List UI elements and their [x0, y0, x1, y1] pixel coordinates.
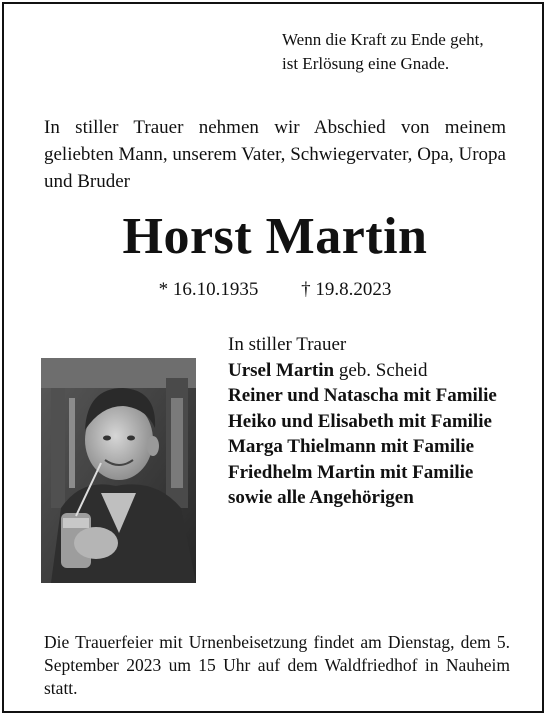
mourner-relatives: sowie alle Angehörigen: [228, 487, 414, 508]
mourner-family: Reiner und Natascha mit Familie: [228, 385, 497, 406]
mourner-family: Marga Thielmann mit Familie: [228, 436, 475, 457]
death-date: † 19.8.2023: [301, 279, 392, 300]
deceased-name: Horst Martin: [122, 208, 428, 265]
spouse-maiden-name: geb. Scheid: [334, 359, 428, 381]
funeral-details: Die Trauerfeier mit Urnenbeisetzung findet am Dienstag, dem 5. September 2023 um 15 Uhr auf dem Waldfriedhof in Nauheim statt.: [44, 632, 510, 698]
motto-line-1: Wenn die Kraft zu Ende geht,: [282, 30, 484, 49]
mourners-list: [228, 332, 528, 511]
mourner-family: Heiko und Elisabeth mit Familie: [228, 410, 492, 432]
motto-line-2: ist Erlösung eine Gnade.: [282, 54, 450, 73]
birth-date: * 16.10.1935: [158, 279, 259, 300]
intro-text: In stiller Trauer nehmen wir Abschied von meinem geliebten Mann, unserem Vater, Schwiegervater, Opa, Uropa und Bruder: [44, 117, 506, 192]
mourners-heading: In stiller Trauer: [228, 334, 347, 355]
spouse-name: Ursel Martin: [228, 359, 335, 381]
motto-quote: [282, 28, 532, 76]
mourner-spouse: [228, 358, 528, 384]
life-dates: [0, 277, 550, 303]
portrait-photo: [41, 358, 196, 583]
mourner-family: Friedhelm Martin mit Familie: [228, 461, 474, 483]
